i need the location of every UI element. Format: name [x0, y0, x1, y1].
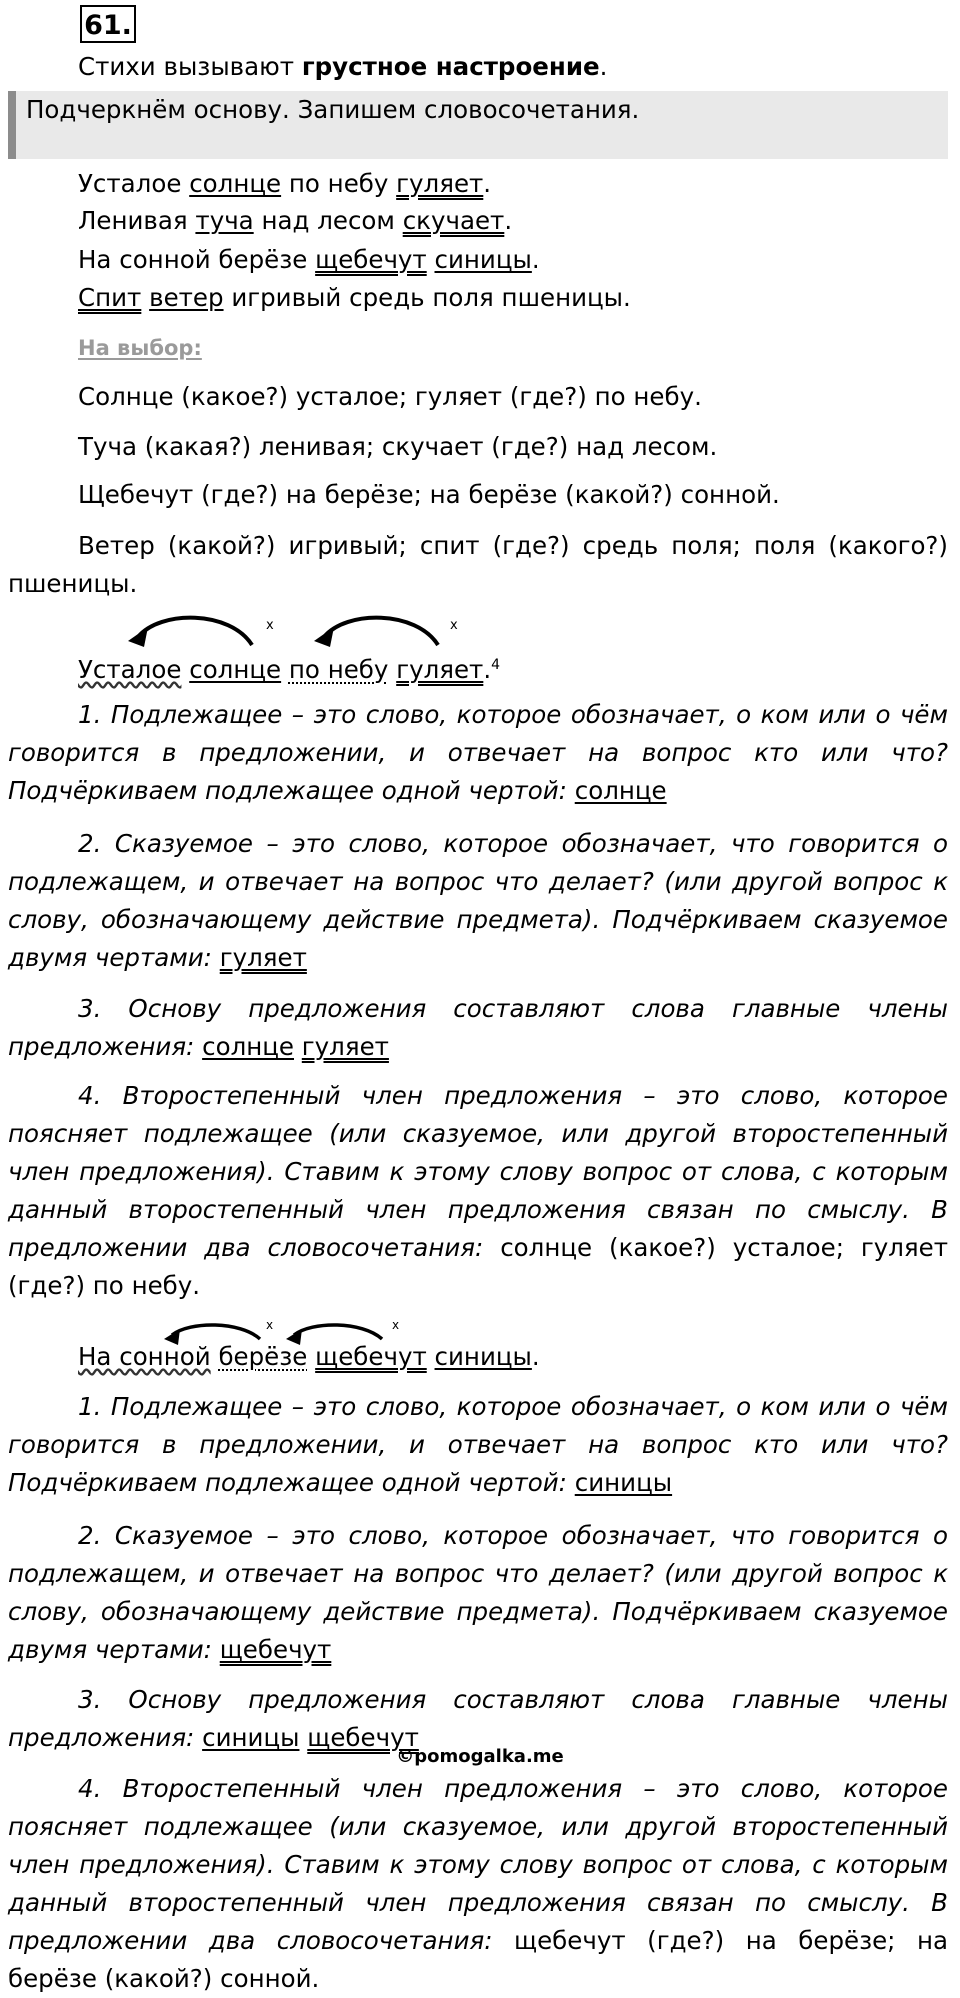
poem-line-1: Усталое солнце по небу гуляет.: [78, 169, 492, 198]
predicate-word: щебечут: [315, 245, 427, 274]
poem-line-3: На сонной берёзе щебечут синицы.: [78, 245, 540, 274]
predicate-word: Спит: [78, 283, 142, 312]
banner-text: Подчеркнём основу. Запишем словосочетания.: [26, 95, 640, 124]
analysis2-p4: 4. Второстепенный член предложения – это слово, которое поясняет подлежащее (или сказуемое, или другой второстепенный член предложения). Ставим к этому слову вопрос от слова, с которым данный второстепенный член предложения связан по смыслу. В предложении два словосочетания: щебечут (где?) на берёзе; на берёзе (какой?) сонной.: [8, 1774, 948, 1993]
poem-line-4: Спит ветер игривый средь поля пшеницы.: [78, 283, 631, 312]
subject-word: синицы: [434, 245, 532, 274]
arc-marker-x: x: [266, 618, 274, 633]
phrase-4: Ветер (какой?) игривый; спит (где?) средь поля; поля (какого?) пшеницы.: [8, 531, 948, 598]
intro-line: [78, 50, 607, 84]
sentence-1: Усталое солнце по небу гуляет.$^4$: [78, 655, 501, 685]
arc-marker-x: x: [392, 1318, 400, 1332]
predicate-word: щебечут: [219, 1635, 332, 1664]
phrase-2: Туча (какая?) ленивая; скучает (где?) над лесом.: [78, 432, 718, 461]
analysis2-p2: 2. Сказуемое – это слово, которое обозначает, что говорится о подлежащем, и отвечает на вопрос что делает? (или другой вопрос к слову, обозначающему действие предмета). Подчёркиваем сказуемое двумя чертами: щебечут: [8, 1521, 948, 1664]
analysis1-p4: 4. Второстепенный член предложения – это слово, которое поясняет подлежащее (или сказуемое, или другой второстепенный член предложения). Ставим к этому слову вопрос от слова, с которым данный второстепенный член предложения связан по смыслу. В предложении два словосочетания: солнце (какое?) усталое; гуляет (где?) по небу.: [8, 1081, 949, 1300]
sentence-2: На сонной берёзе щебечут синицы.: [78, 1342, 540, 1371]
predicate-word: гуляет: [219, 943, 307, 972]
subject-word: туча: [195, 206, 254, 235]
intro-text: Стихи вызывают: [78, 52, 302, 81]
subject-word: ветер: [149, 283, 224, 312]
subject-word: солнце: [574, 776, 667, 805]
intro-bold: грустное настроение: [301, 52, 600, 81]
task-number: 61.: [80, 5, 136, 43]
watermark: ©pomogalka.me: [396, 1746, 564, 1767]
poem-line-2: Ленивая туча над лесом скучает.: [78, 206, 513, 235]
analysis1-p3: 3. Основу предложения составляют слова главные члены предложения: солнце гуляет: [8, 994, 948, 1061]
intro-suffix: .: [599, 52, 608, 81]
subject-word: синицы: [574, 1468, 673, 1497]
predicate-word: гуляет: [396, 169, 484, 198]
analysis1-p2: 2. Сказуемое – это слово, которое обозначает, что говорится о подлежащем, и отвечает на вопрос что делает? (или другой вопрос к слову, обозначающему действие предмета). Подчёркиваем сказуемое двумя чертами: гуляет: [8, 829, 948, 972]
predicate-word: скучает: [402, 206, 505, 235]
subject-word: солнце: [189, 169, 282, 198]
banner-edge: [8, 91, 16, 159]
arc-marker-x: x: [266, 1318, 274, 1332]
choice-label: На выбор:: [78, 336, 202, 360]
phrase-3: Щебечут (где?) на берёзе; на берёзе (какой?) сонной.: [78, 480, 780, 509]
analysis2-p1: 1. Подлежащее – это слово, которое обозначает, о ком или о чём говорится в предложении, и отвечает на вопрос кто или что? Подчёркиваем подлежащее одной чертой: синицы: [8, 1392, 948, 1497]
analysis2-p3: 3. Основу предложения составляют слова главные члены предложения: синицы щебечут: [8, 1685, 948, 1752]
arc-marker-x: x: [450, 618, 458, 633]
analysis1-p1: 1. Подлежащее – это слово, которое обозначает, о ком или о чём говорится в предложении, и отвечает на вопрос кто или что? Подчёркиваем подлежащее одной чертой: солнце: [8, 700, 948, 805]
phrase-1: Солнце (какое?) усталое; гуляет (где?) по небу.: [78, 382, 702, 411]
